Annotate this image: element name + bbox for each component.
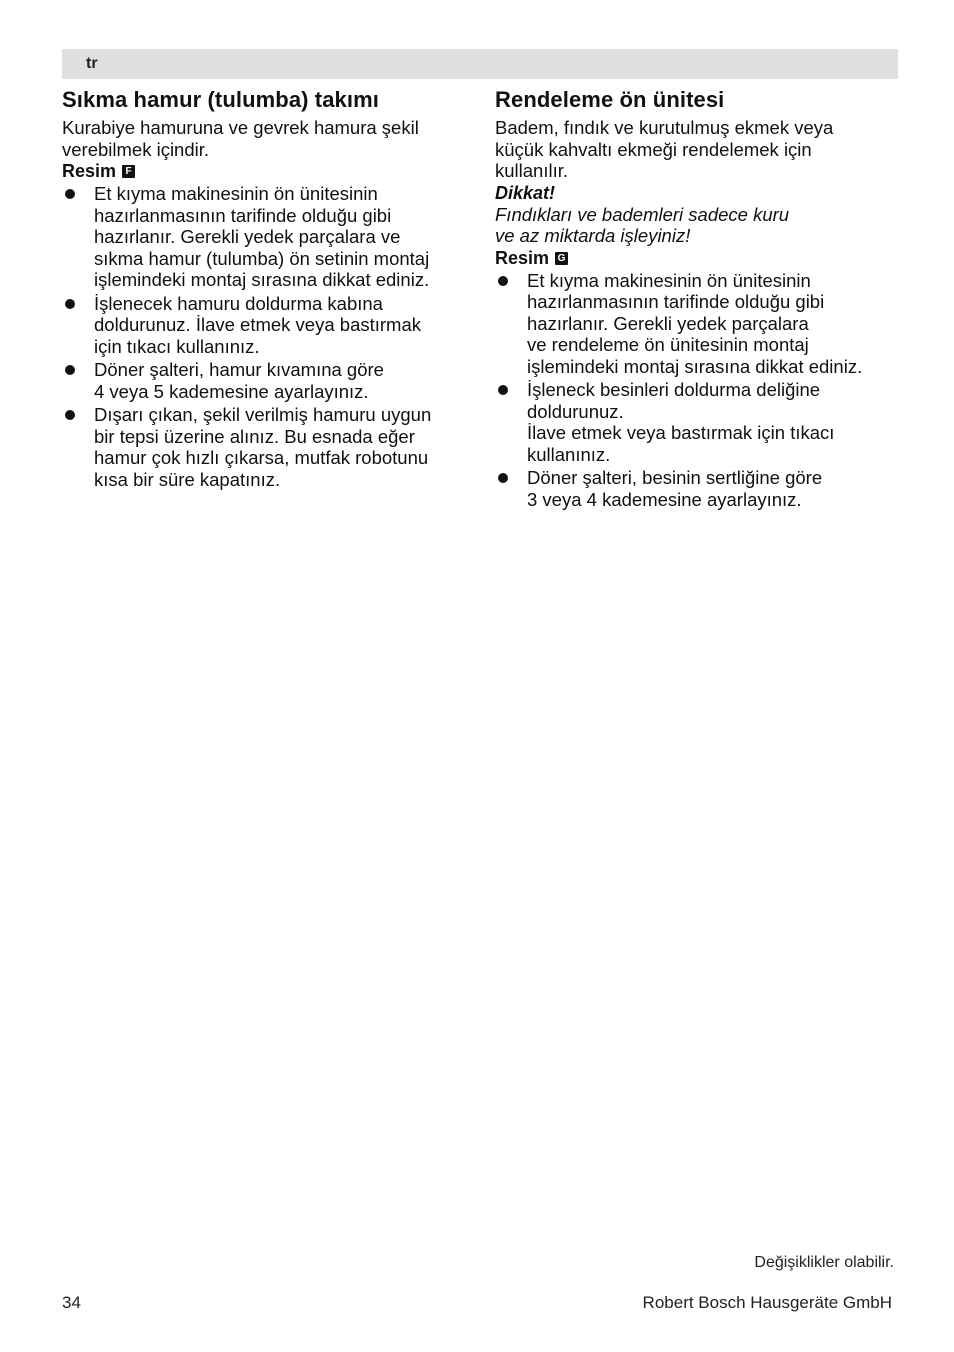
list-line: hazırlanır. Gerekli yedek parçalara ve xyxy=(94,226,401,247)
list-line: İşleneck besinleri doldurma deliğine xyxy=(527,379,821,400)
list-line: kullanınız. xyxy=(527,443,611,465)
footer-note: Değişiklikler olabilir. xyxy=(754,1254,894,1271)
list-line: hazırlanır. Gerekli yedek parçalara xyxy=(527,312,809,334)
warning-line: ve az miktarda işleyiniz! xyxy=(495,225,691,246)
figure-letter-icon: F xyxy=(122,165,135,178)
list-line: Döner şalteri, hamur kıvamına göre xyxy=(94,359,384,380)
list-line: sıkma hamur (tulumba) ön setinin montaj xyxy=(94,247,430,269)
list-line: bir tepsi üzerine alınız. Bu esnada eğer xyxy=(94,425,415,447)
list-line: hazırlanmasının tarifinde olduğu gibi xyxy=(94,204,392,226)
list-line: ve rendeleme ön ünitesinin montaj xyxy=(527,334,809,355)
list-item xyxy=(495,379,905,465)
warning-line: Fındıkları ve bademleri sadece kuru xyxy=(495,203,790,225)
list-item xyxy=(62,404,472,490)
list-line: doldurunuz. İlave etmek veya bastırmak xyxy=(94,314,421,335)
list-item xyxy=(62,359,472,402)
list-item xyxy=(495,467,905,510)
list-item xyxy=(62,183,472,291)
figure-letter-icon: G xyxy=(555,252,568,265)
intro-line: küçük kahvaltı ekmeği rendelemek için xyxy=(495,138,812,160)
list-line: için tıkacı kullanınız. xyxy=(94,335,260,357)
language-code: tr xyxy=(86,55,98,72)
list-line: 3 veya 4 kademesine ayarlayınız. xyxy=(527,488,802,510)
list-line: Döner şalteri, besinin sertliğine göre xyxy=(527,467,823,488)
bullet-icon xyxy=(65,365,75,375)
warning-text xyxy=(495,204,905,247)
intro-text xyxy=(495,117,905,182)
figure-label: Resim xyxy=(495,247,550,268)
list-line: Et kıyma makinesinin ön ünitesinin xyxy=(94,183,378,204)
left-column xyxy=(62,86,472,492)
bullet-icon xyxy=(65,410,75,420)
intro-line: verebilmek içindir. xyxy=(62,138,210,160)
list-line: işlemindeki montaj sırasına dikkat ediniz. xyxy=(527,355,863,377)
list-line: İlave etmek veya bastırmak için tıkacı xyxy=(527,422,835,443)
list-item xyxy=(62,293,472,358)
list-line: doldurunuz. xyxy=(527,400,624,422)
list-item xyxy=(495,270,905,378)
list-line: Dışarı çıkan, şekil verilmiş hamuru uygun xyxy=(94,404,432,425)
intro-line: kullanılır. xyxy=(495,160,569,181)
list-line: işlemindeki montaj sırasına dikkat ediniz. xyxy=(94,269,430,290)
right-column xyxy=(495,86,905,512)
warning-title: Dikkat! xyxy=(495,182,556,203)
section-title-sikma: Sıkma hamur (tulumba) takımı xyxy=(62,87,379,112)
list-line: İşlenecek hamuru doldurma kabına xyxy=(94,292,383,314)
figure-label: Resim xyxy=(62,161,117,181)
section-title-rendeleme: Rendeleme ön ünitesi xyxy=(495,87,725,112)
bullet-icon xyxy=(498,473,508,483)
intro-line: Badem, fındık ve kurutulmuş ekmek veya xyxy=(495,117,834,138)
instruction-list xyxy=(62,183,472,490)
intro-line: Kurabiye hamuruna ve gevrek hamura şekil xyxy=(62,117,419,138)
bullet-icon xyxy=(65,189,75,199)
instruction-list xyxy=(495,270,905,511)
list-line: hamur çok hızlı çıkarsa, mutfak robotunu xyxy=(94,447,429,468)
intro-text xyxy=(62,117,472,160)
company-name: Robert Bosch Hausgeräte GmbH xyxy=(642,1293,892,1312)
language-bar xyxy=(62,49,898,79)
page-number: 34 xyxy=(62,1293,81,1312)
bullet-icon xyxy=(498,385,508,395)
list-line: kısa bir süre kapatınız. xyxy=(94,468,281,490)
list-line: Et kıyma makinesinin ön ünitesinin xyxy=(527,269,811,291)
bullet-icon xyxy=(498,276,508,286)
figure-reference xyxy=(62,160,472,183)
figure-reference xyxy=(495,247,905,270)
list-line: 4 veya 5 kademesine ayarlayınız. xyxy=(94,380,369,402)
list-line: hazırlanmasının tarifinde olduğu gibi xyxy=(527,291,825,312)
bullet-icon xyxy=(65,299,75,309)
